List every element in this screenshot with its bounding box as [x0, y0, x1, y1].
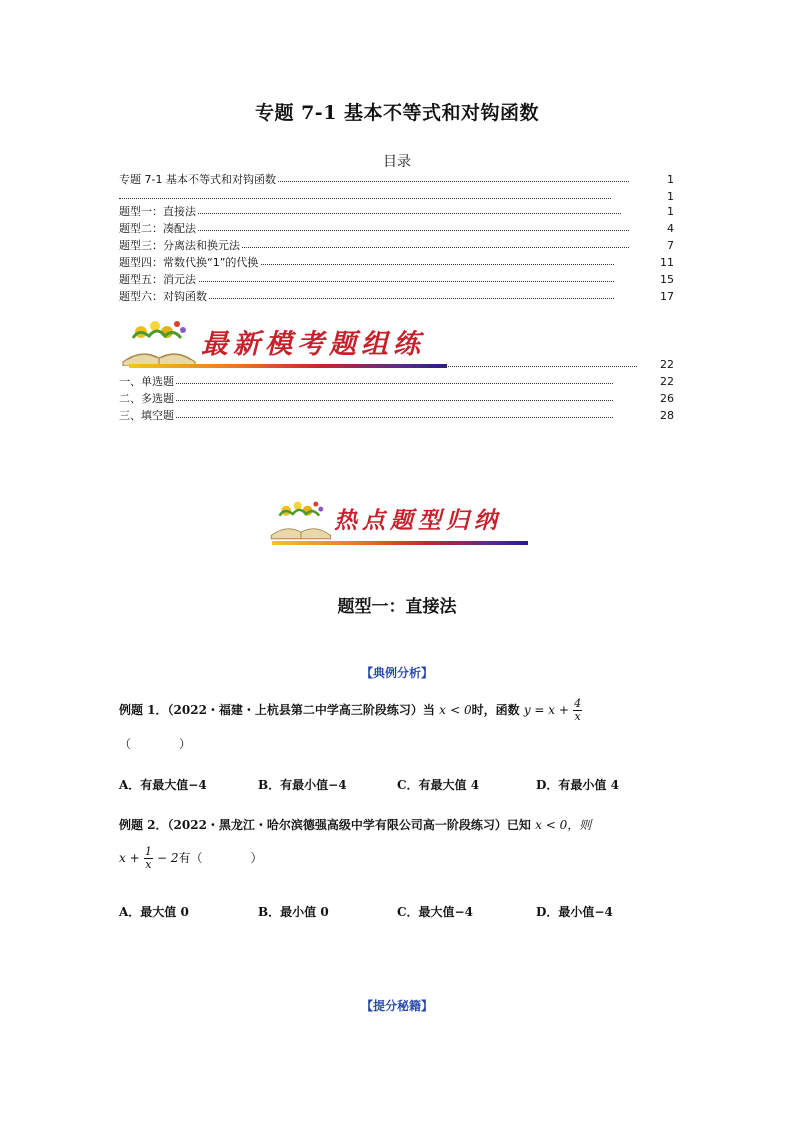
- toc-entry[interactable]: 题型六：对钩函数 17: [119, 290, 674, 303]
- option-d[interactable]: D．最小值−4: [536, 905, 613, 919]
- toc-heading: 目录: [383, 154, 411, 170]
- toc-entry[interactable]: 二、多选题 26: [119, 392, 674, 405]
- tips-heading: 【提分秘籍】: [360, 999, 433, 1013]
- option-b[interactable]: B．有最小值−4: [258, 778, 347, 792]
- typical-analysis-heading: 【典例分析】: [360, 666, 433, 680]
- banner-title: 热点题型归纳: [334, 507, 502, 534]
- banner-title: 最新模考题组练: [201, 329, 425, 360]
- toc-entry[interactable]: 题型一：直接法 1: [119, 205, 674, 218]
- banner-underline: [272, 541, 528, 545]
- toc-entry[interactable]: 三、填空题 28: [119, 409, 674, 422]
- toc-entry[interactable]: 题型四：常数代换“1”的代换 11: [119, 256, 674, 269]
- toc-page-number: 17: [660, 290, 674, 303]
- toc-page-number: 15: [660, 273, 674, 286]
- toc-page-number: 1: [667, 173, 674, 186]
- option-b[interactable]: B．最小值 0: [258, 905, 329, 919]
- toc-page-number: 28: [660, 409, 674, 422]
- toc-page-number: 7: [667, 239, 674, 252]
- toc-entry[interactable]: 专题 7-1 基本不等式和对钩函数 1: [119, 173, 674, 186]
- toc-page-number: 4: [667, 222, 674, 235]
- toc-entry[interactable]: [119, 189, 674, 205]
- open-book-flowers-icon: [268, 496, 334, 542]
- fraction: $\frac{4}{x}$: [574, 697, 582, 723]
- hot-types-banner: [268, 496, 530, 548]
- section-title: 题型一：直接法: [337, 597, 457, 617]
- option-a[interactable]: A．最大值 0: [119, 905, 189, 919]
- toc-entry[interactable]: 一、单选题 22: [119, 375, 674, 388]
- document-title: 专题 7-1 基本不等式和对钩函数: [254, 102, 540, 124]
- toc-entry[interactable]: 题型五：消元法 15: [119, 273, 674, 286]
- toc-page-number: 26: [660, 392, 674, 405]
- option-a[interactable]: A．有最大值−4: [119, 778, 207, 792]
- example-2-label: 例题 2．（2022・黑龙江・哈尔滨德强高级中学有限公司高一阶段练习）已知: [119, 818, 531, 832]
- option-c[interactable]: C．最大值−4: [397, 905, 473, 919]
- toc-page-number: 22: [660, 375, 674, 388]
- toc-page-number: 11: [660, 256, 674, 269]
- option-d[interactable]: D．有最小值 4: [536, 778, 619, 792]
- example-1-label: 例题 1．（2022・福建・上杭县第二中学高三阶段练习）当: [119, 703, 435, 717]
- toc-page-number: 1: [667, 190, 674, 203]
- toc-entry[interactable]: [119, 357, 674, 373]
- option-c[interactable]: C．有最大值 4: [397, 778, 480, 792]
- example-2-expression: x + $\frac{1}{x}$ − 2有（ ）: [119, 845, 263, 871]
- fraction: $\frac{1}{x}$: [144, 845, 152, 871]
- example-2-question: 例题 2．（2022・黑龙江・哈尔滨德强高级中学有限公司高一阶段练习）已知 x < 0，则: [119, 818, 592, 832]
- toc-entry[interactable]: 题型三：分离法和换元法 7: [119, 239, 674, 252]
- answer-blank: （ ）: [119, 737, 192, 751]
- toc-page-number: 1: [667, 205, 674, 218]
- toc-page-number: 22: [660, 358, 674, 371]
- toc-entry[interactable]: 题型二：凑配法 4: [119, 222, 674, 235]
- example-1-question: 例题 1．（2022・福建・上杭县第二中学高三阶段练习）当 x < 0时，函数 y = x + $\frac{4}{x}$: [119, 697, 582, 723]
